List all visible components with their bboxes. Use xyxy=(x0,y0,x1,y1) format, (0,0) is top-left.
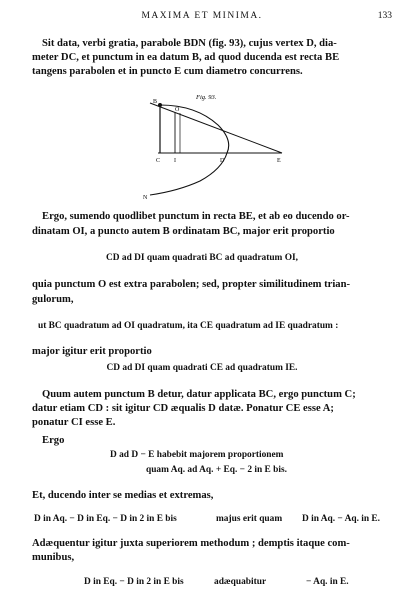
parabola-curve xyxy=(150,105,229,195)
page-number: 133 xyxy=(377,11,392,21)
paragraph-2-line-2: dinatam OI, a puncto autem B ordinatam BC, major erit proportio xyxy=(32,226,335,237)
formula-2: ut BC quadratum ad OI quadratum, ita CE quadratum ad IE quadratum : xyxy=(38,321,339,331)
figure-caption: Fig. 93. xyxy=(196,94,217,101)
paragraph-3-line-1: quia punctum O est extra parabolen; sed, propter similitudinem trian- xyxy=(32,279,351,290)
paragraph-5-line-1: Quum autem punctum B detur, datur applicata BC, ergo punctum C; xyxy=(42,389,356,400)
label-n: N xyxy=(143,195,148,201)
paragraph-5-line-3: ponatur CI esse E. xyxy=(32,417,116,428)
label-i: I xyxy=(174,158,176,164)
text-ergo: Ergo xyxy=(42,435,65,446)
point-b-dot xyxy=(158,103,162,107)
parabola-figure xyxy=(0,85,404,215)
paragraph-3-line-2: gulorum, xyxy=(32,294,74,305)
formula-5-middle: majus erit quam xyxy=(216,514,283,524)
label-d: D xyxy=(220,158,225,164)
label-b: B xyxy=(153,99,158,105)
label-o: O xyxy=(175,107,180,113)
paragraph-7-line-1: Adæquentur igitur juxta superiorem methodum ; demptis itaque com- xyxy=(32,538,350,549)
formula-6-left: D in Eq. − D in 2 in E bis xyxy=(84,577,184,587)
paragraph-1-line-1: Sit data, verbi gratia, parabole BDN (fig. 93), cujus vertex D, dia- xyxy=(42,38,337,49)
formula-4-line-1: D ad D − E habebit majorem proportionem xyxy=(110,450,284,460)
paragraph-5-line-2: datur etiam CD : sit igitur CD æqualis D datæ. Ponatur CE esse A; xyxy=(32,403,334,414)
tangent-line xyxy=(150,103,282,153)
running-header: MAXIMA ET MINIMA. xyxy=(141,11,263,21)
formula-5-left: D in Aq. − D in Eq. − D in 2 in E bis xyxy=(34,514,177,524)
paragraph-7-line-2: munibus, xyxy=(32,552,75,563)
formula-6-right: − Aq. in E. xyxy=(306,577,349,587)
paragraph-2-line-1: Ergo, sumendo quodlibet punctum in recta BE, et ab eo ducendo or- xyxy=(42,211,350,222)
label-c: C xyxy=(156,158,161,164)
formula-5-right: D in Aq. − Aq. in E. xyxy=(302,514,381,524)
label-e: E xyxy=(277,158,281,164)
formula-3: CD ad DI quam quadrati CE ad quadratum IE. xyxy=(106,363,298,373)
formula-4-line-2: quam Aq. ad Aq. + Eq. − 2 in E bis. xyxy=(146,465,287,475)
text-ducendo: Et, ducendo inter se medias et extremas, xyxy=(32,490,214,501)
text-major-igitur: major igitur erit proportio xyxy=(32,346,152,357)
paragraph-1-line-2: meter DC, et punctum in ea datum B, ad quod ducenda est recta BE xyxy=(32,52,340,63)
formula-6-middle: adæquabitur xyxy=(214,577,267,587)
formula-1: CD ad DI quam quadrati BC ad quadratum OI, xyxy=(106,253,298,263)
paragraph-1-line-3: tangens parabolen et in puncto E cum diametro concurrens. xyxy=(32,66,303,77)
